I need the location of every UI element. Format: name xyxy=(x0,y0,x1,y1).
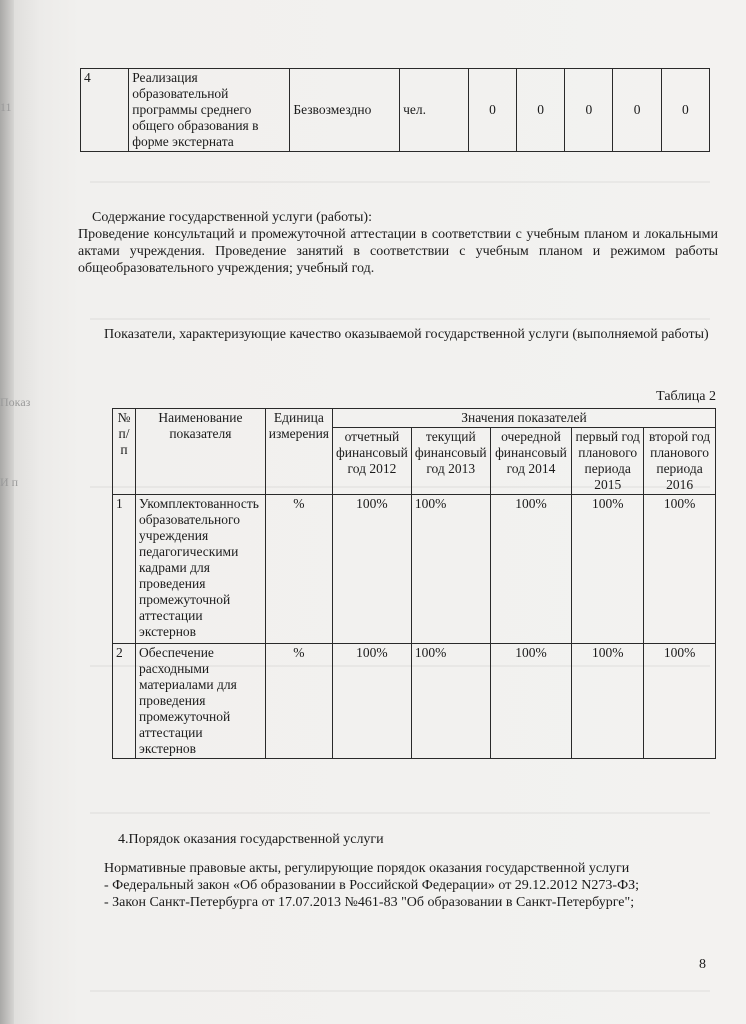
value-cell: 0 xyxy=(613,69,661,152)
header-num: № п/п xyxy=(113,409,136,495)
value-cell: 100% xyxy=(333,495,412,644)
table-header-row xyxy=(113,409,716,428)
header-year: второй год планового периода 2016 xyxy=(644,428,716,495)
service-content-body: Проведение консультаций и промежуточной аттестации в соответствии с учебным планом и локальными актами учреждения. Проведение занятий в соответствии с учебным планом и режимом работы общеобразовательного учреждения; учебный год. xyxy=(78,227,718,276)
scan-edge xyxy=(0,0,14,1024)
service-name: Реализация образовательной программы среднего общего образования в форме экстерната xyxy=(129,69,290,152)
value-cell: 100% xyxy=(572,644,644,759)
header-name: Наименование показателя xyxy=(136,409,266,495)
order-heading: 4.Порядок оказания государственной услуги xyxy=(118,832,384,847)
quality-table xyxy=(112,408,716,759)
row-number: 4 xyxy=(81,69,129,152)
header-year: текущий финансовый год 2013 xyxy=(411,428,490,495)
value-cell: 100% xyxy=(572,495,644,644)
order-line: Нормативные правовые акты, регулирующие порядок оказания государственной услуги xyxy=(104,861,630,876)
value-cell: 0 xyxy=(565,69,613,152)
value-cell: 100% xyxy=(333,644,412,759)
quality-heading: Показатели, характеризующие качество оказываемой государственной услуги (выполняемой работы) xyxy=(104,327,709,342)
table-row xyxy=(113,495,716,644)
edge-mark: 11 xyxy=(0,100,12,114)
header-year: отчетный финансовый год 2012 xyxy=(333,428,412,495)
service-content-heading: Содержание государственной услуги (работы): xyxy=(92,210,372,225)
table-row xyxy=(81,69,710,152)
row-number: 2 xyxy=(113,644,136,759)
indicator-unit: % xyxy=(265,495,332,644)
header-year: первый год планового периода 2015 xyxy=(572,428,644,495)
value-cell: 0 xyxy=(661,69,709,152)
value-cell: 0 xyxy=(517,69,565,152)
value-cell: 100% xyxy=(490,644,572,759)
value-cell: 100% xyxy=(490,495,572,644)
services-table-fragment xyxy=(80,68,710,152)
order-line: - Федеральный закон «Об образовании в Российской Федерации» от 29.12.2012 N273-ФЗ; xyxy=(104,878,640,893)
edge-mark: И п xyxy=(0,475,19,489)
order-line: - Закон Санкт-Петербурга от 17.07.2013 №461-83 "Об образовании в Санкт-Петербурге"; xyxy=(104,895,635,910)
page-number: 8 xyxy=(699,957,706,972)
value-cell: 0 xyxy=(468,69,516,152)
indicator-unit: % xyxy=(265,644,332,759)
edge-mark: Показ xyxy=(0,395,31,409)
value-cell: 100% xyxy=(644,644,716,759)
table-row xyxy=(113,644,716,759)
value-cell: 100% xyxy=(411,644,490,759)
value-cell: 100% xyxy=(411,495,490,644)
value-cell: 100% xyxy=(644,495,716,644)
indicator-name: Обеспечение расходными материалами для проведения промежуточной аттестации экстернов xyxy=(136,644,266,759)
header-unit: Единица измерения xyxy=(265,409,332,495)
table-label: Таблица 2 xyxy=(656,389,716,404)
header-values-group: Значения показателей xyxy=(333,409,716,428)
row-number: 1 xyxy=(113,495,136,644)
indicator-name: Укомплектованность образовательного учреждения педагогическими кадрами для проведения промежуточной аттестации экстернов xyxy=(136,495,266,644)
payment-type: Безвозмездно xyxy=(290,69,400,152)
header-year: очередной финансовый год 2014 xyxy=(490,428,572,495)
unit: чел. xyxy=(400,69,469,152)
